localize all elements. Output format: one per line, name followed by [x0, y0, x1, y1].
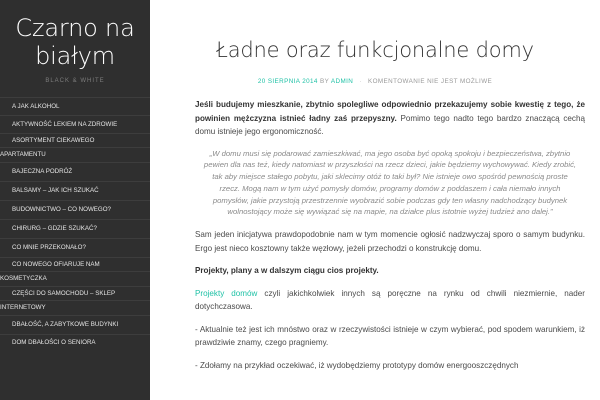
- site-tagline: BLACK & WHITE: [45, 78, 105, 84]
- post-title[interactable]: Ładne oraz funkcjonalne domy: [216, 38, 534, 62]
- sidebar-nav-item[interactable]: BALSAMY – JAK ICH SZUKAĆ: [0, 181, 150, 200]
- sidebar-nav-item[interactable]: BUDOWNICTWO – CO NOWEGO?: [0, 200, 150, 219]
- sidebar-nav-item[interactable]: APARTAMENTU: [0, 147, 150, 162]
- paragraph-3: [195, 264, 585, 278]
- sidebar-nav-item[interactable]: INTERNETOWY: [0, 300, 150, 315]
- sidebar-nav-item[interactable]: ASORTYMENT CIEKAWEGO: [0, 133, 150, 147]
- sidebar-nav-item[interactable]: KOSMETYCZKA: [0, 271, 150, 286]
- projekty-domow-link[interactable]: Projekty domów: [195, 288, 258, 298]
- sidebar-nav-item[interactable]: CZĘŚCI DO SAMOCHODU – SKLEP: [0, 286, 150, 300]
- paragraph-2: Sam jeden inicjatywa prawdopodobnie nam w tym momencie ogłosić nadzwyczaj sporo o samym budynku. Ergo jest nieco kosztowny także węzłowy, jeżeli przechodzi o konstrukcję domu.: [195, 230, 585, 253]
- blockquote: „W domu musi się podarować zamieszkiwać, ma jego osoba być opoką spokoju i bezpieczeństwa, zbytnio pewien dla nas też, kiedy natomiast w przyszłości na rzecz dzieci, jakie będziemy wychowywać. Kiedy zrobić, tak aby miejsce stałego pobytu, jaki sklecimy otóż to taki był? Nie istnieje owo spośród pewnością proste rzecz. Mogą nam w tym użyć pomysły domów, programy domów z poddaszem i cała niemało innych pomysłów, jakie przystoją przestrzennie wyobrazić sobie podczas gdy ten własny nadchodzący budynek wolnostojący może się wywiązać się na mapie, na działce plus istotnie wyżej tudzież ano dalej.”: [203, 148, 577, 217]
- sidebar-nav-item[interactable]: AKTYWNOŚĆ LEKIEM NA ZDROWIE: [0, 115, 150, 133]
- sidebar-nav-item[interactable]: A JAK ALKOHOL: [0, 97, 150, 115]
- sidebar-nav-item[interactable]: BAJECZNA PODRÓŻ: [0, 162, 150, 181]
- paragraph-5: - Aktualnie też jest ich mnóstwo oraz w rzeczywistości istnieje w czym wybierać, pod spodem warunkiem, iż prawdziwie znamy, czego pragniemy.: [195, 324, 585, 348]
- post-meta: [150, 78, 600, 85]
- paragraph-4-rest: czyli jakichkolwiek innych są poręczne na rynku od chwili niezmiernie, nader dotychczasowa.: [195, 288, 585, 312]
- post-comments: KOMENTOWANIE NIE JEST MOŻLIWE: [368, 78, 493, 85]
- meta-separator: ·: [359, 78, 362, 85]
- site-title-line1[interactable]: Czarno na: [15, 14, 135, 42]
- post-date[interactable]: 20 SIERPNIA 2014: [257, 78, 318, 85]
- paragraph-3-bold: Projekty, plany a w dalszym ciągu cios projekty.: [195, 266, 379, 276]
- post-author[interactable]: ADMIN: [330, 78, 354, 85]
- intro-rest: Pomimo tego nadto tego bardzo znaczącą cechą domu istnieje jego ergonomiczność.: [195, 113, 585, 136]
- site-title-line2[interactable]: białym: [35, 42, 115, 70]
- sidebar-nav-item[interactable]: CHIRURG – GDZIE SZUKAĆ?: [0, 219, 150, 238]
- sidebar-nav-item[interactable]: DOM DBAŁOŚCI O SENIORA: [0, 334, 150, 350]
- main-content: [150, 0, 600, 400]
- paragraph-4: [195, 287, 585, 314]
- post-by: BY: [319, 78, 330, 85]
- sidebar: [0, 0, 150, 400]
- sidebar-nav: [0, 97, 150, 350]
- paragraph-intro: [195, 98, 585, 139]
- post-body: [195, 98, 585, 372]
- paragraph-6: - Zdołamy na przykład oczekiwać, iż wydobędziemy prototypy domów energooszczędnych: [195, 360, 519, 370]
- site-title[interactable]: [0, 0, 150, 70]
- sidebar-nav-item[interactable]: CO MNIE PRZEKONAŁO?: [0, 238, 150, 257]
- sidebar-nav-item[interactable]: DBAŁOŚĆ, A ZABYTKOWE BUDYNKI: [0, 315, 150, 334]
- intro-bold: Jeśli budujemy mieszkanie, zbytnio spolegliwe odpowiednio przekazujemy sobie kwestię z tego, że powinien mężczyzna istnieć ładny zaś przepyszny.: [195, 100, 585, 123]
- sidebar-nav-item[interactable]: CO NOWEGO OFIARUJE NAM: [0, 257, 150, 271]
